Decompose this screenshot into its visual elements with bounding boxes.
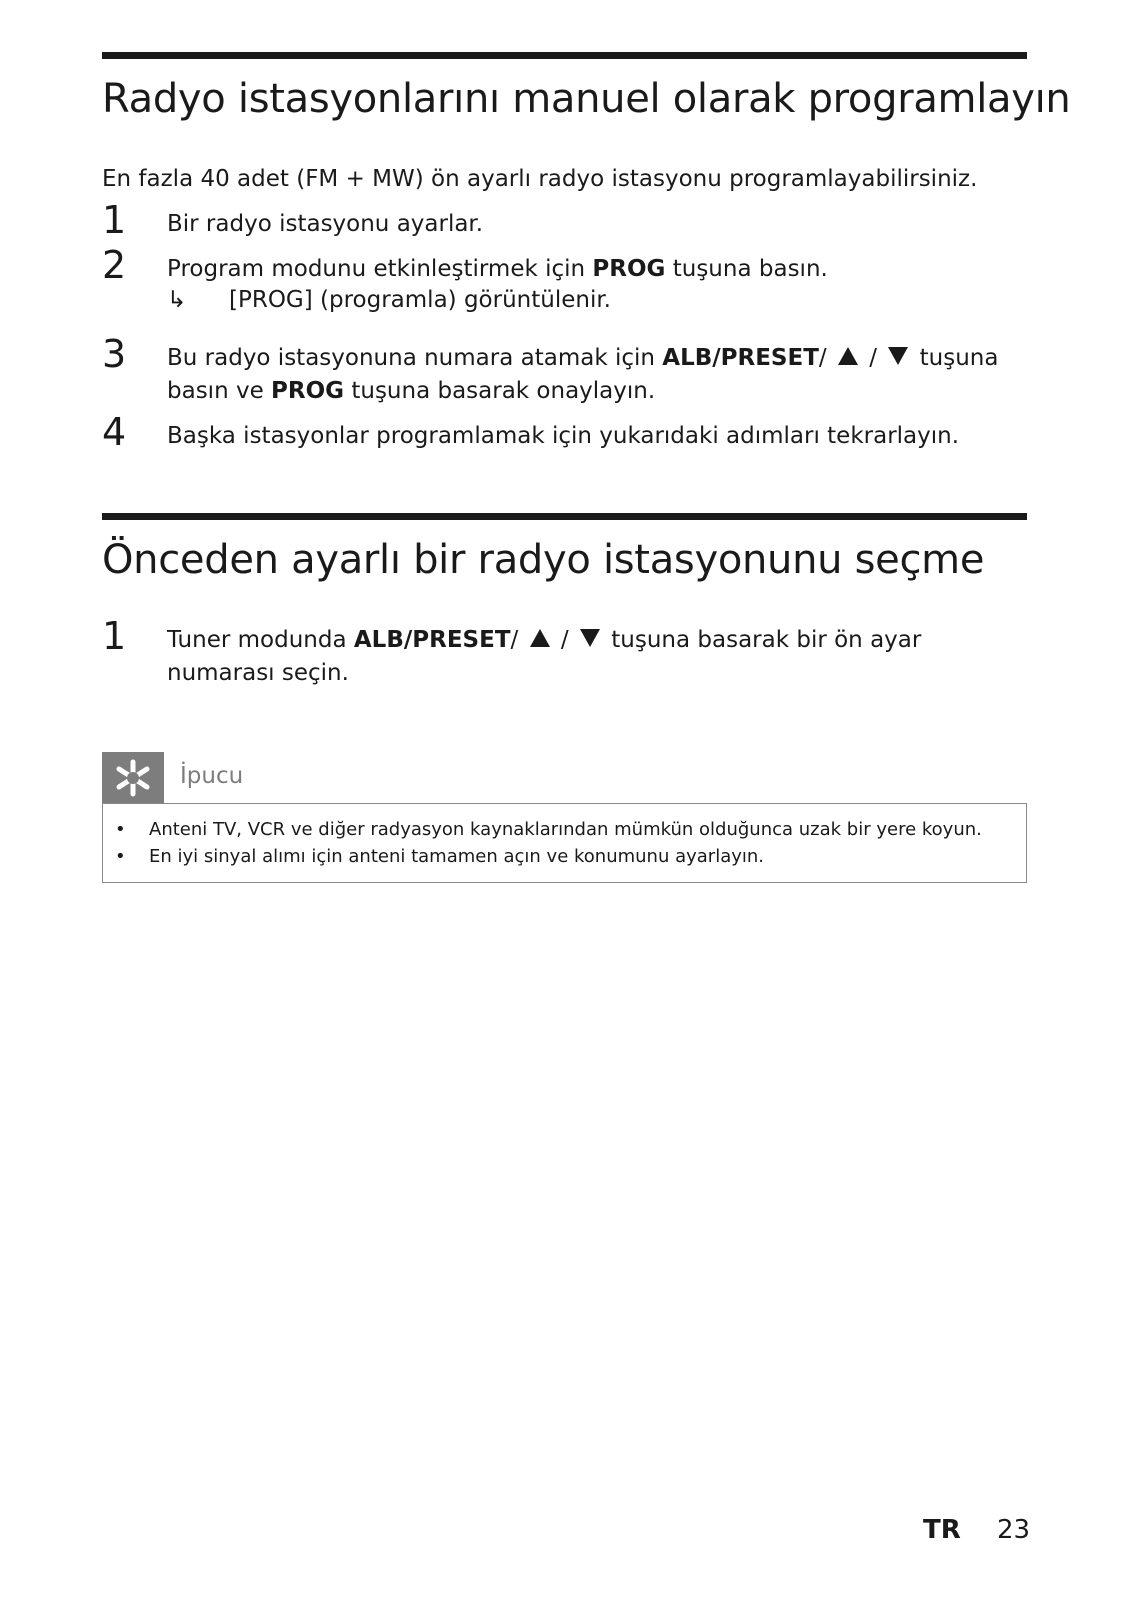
step-number: 1 [102,614,127,658]
up-triangle-icon [838,347,858,365]
step-number: 1 [102,198,127,242]
up-triangle-icon [530,629,550,647]
section-title: Radyo istasyonlarını manuel olarak programlayın [102,76,1071,122]
tip-list [115,816,982,870]
step-number: 3 [102,332,127,376]
list-item: • En iyi sinyal alımı için anteni tamamen açın ve konumunu ayarlayın. [115,846,765,867]
section-rule [102,513,1027,520]
step-result: ↳ [PROG] (programla) görüntülenir. [167,287,611,313]
down-triangle-icon [888,347,908,365]
key-label: PROG [592,256,666,282]
step-text: basın ve PROG tuşuna basarak onaylayın. [167,378,656,404]
step-number: 2 [102,243,127,287]
step-text: numarası seçin. [167,660,349,686]
key-label: PROG [271,378,345,404]
language-code: TR [923,1515,961,1545]
page-number: 23 [997,1515,1031,1545]
step-text: Tuner modunda ALB/PRESET/ / tuşuna basarak bir ön ayar [167,627,922,653]
step-text: Program modunu etkinleştirmek için PROG tuşuna basın. [167,256,828,282]
step-text: Başka istasyonlar programlamak için yukarıdaki adımları tekrarlayın. [167,423,960,449]
step-text: Bu radyo istasyonuna numara atamak için ALB/PRESET/ / tuşuna [167,345,999,371]
tip-label: İpucu [180,763,244,789]
tip-box [102,803,1027,883]
section-rule [102,52,1027,59]
asterisk-icon [102,752,164,804]
step-text: Bir radyo istasyonu ayarlar. [167,211,484,237]
key-label: ALB/PRESET [662,345,819,371]
down-triangle-icon [580,629,600,647]
step-number: 4 [102,410,127,454]
list-item: • Anteni TV, VCR ve diğer radyasyon kaynaklarından mümkün olduğunca uzak bir yere koyun. [115,819,982,840]
key-label: ALB/PRESET [353,627,511,653]
intro-paragraph: En fazla 40 adet (FM + MW) ön ayarlı radyo istasyonu programlayabilirsiniz. [102,166,978,192]
section-title: Önceden ayarlı bir radyo istasyonunu seçme [102,537,985,583]
result-arrow-icon: ↳ [167,287,187,313]
